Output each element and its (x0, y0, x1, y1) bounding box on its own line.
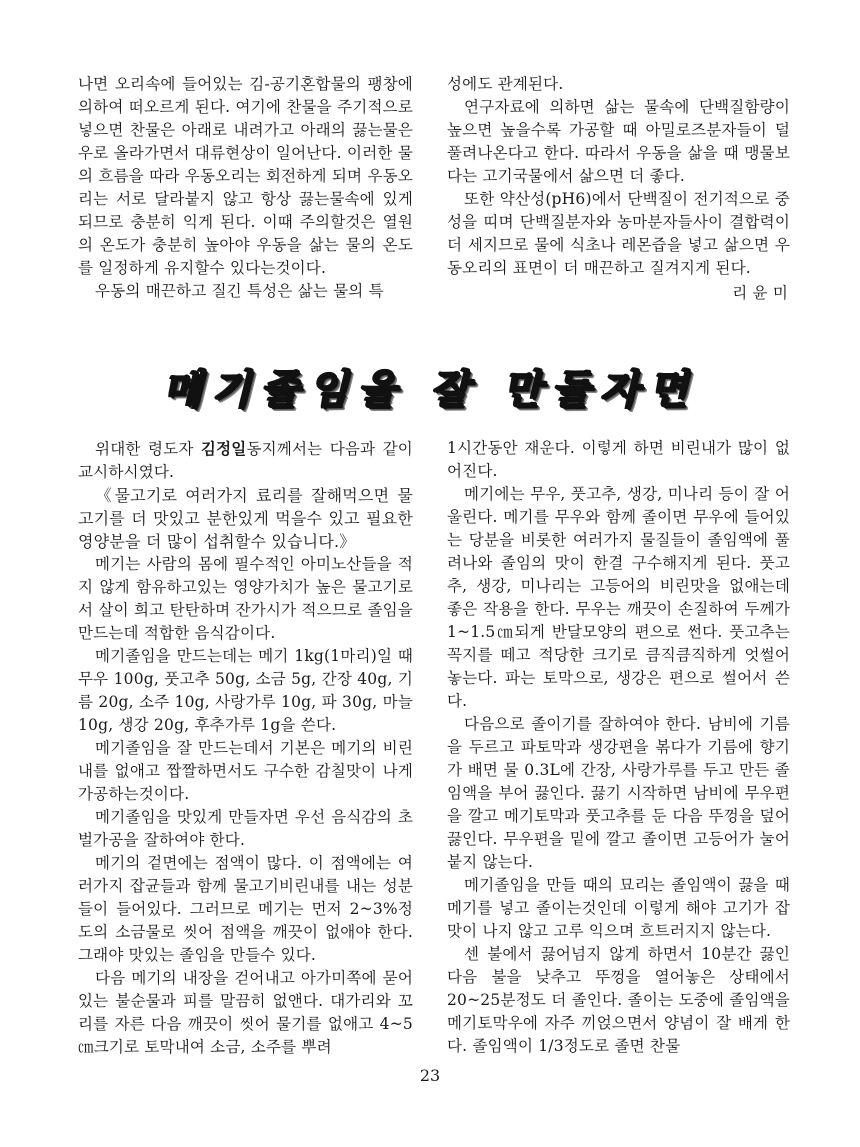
intro-paragraph (78, 437, 413, 484)
paragraph: 메기졸임을 만드는데는 메기 1kg(1마리)일 때 무우 100g, 풋고추 50g, 소금 5g, 간장 40g, 기름 20g, 소주 10g, 사랑가루 10g, 파 30g, 마늘 10g, 생강 20g, 후추가루 1g을 쓴다. (78, 647, 413, 734)
paragraph: 메기는 사람의 몸에 필수적인 아미노산들을 적지 않게 함유하고있는 영양가치가 높은 물고기로서 살이 희고 탄탄하며 잔가시가 적으므로 졸임을 만드는데 적합한 음식감이다. (78, 555, 413, 642)
paragraph: 센 불에서 끓어넘지 않게 하면서 10분간 끓인 다음 불을 낮추고 뚜껑을 열어놓은 상태에서 20~25분정도 더 졸인다. 졸이는 도중에 졸임액을 메기토막우에 자주 끼얹으면서 양념이 잘 배게 한다. 졸임액이 1/3정도로 졸면 찬물 (447, 945, 790, 1055)
paragraph: 1시간동안 재운다. 이렇게 하면 비린내가 많이 없어진다. (447, 439, 790, 480)
intro-text-end: 동지께서는 다음과 같이 교시하시였다. (78, 440, 413, 481)
paragraph: 메기에는 무우, 풋고추, 생강, 미나리 등이 잘 어울린다. 메기를 무우와 함께 졸이면 무우에 들어있는 당분을 비롯한 여러가지 물질들이 졸임액에 풀려나와 졸임의 맛이 한결 구수해지게 된다. 풋고추, 생강, 미나리는 고등어의 비린맛을 없애는데 좋은 작용을 한다. 무우는 깨끗이 손질하여 두께가 1~1.5㎝되게 반달모양의 편으로 썬다. 풋고추는 꼭지를 떼고 적당한 크기로 큼직큼직하게 엇썰어놓는다. 파는 토막으로, 생강은 편으로 썰어서 쓴다. (447, 485, 790, 710)
leader-name: 김정일 (200, 439, 247, 458)
top-left-column (78, 73, 413, 303)
bottom-right-column (447, 437, 790, 1058)
paragraph: 또한 약산성(pH6)에서 단백질이 전기적으로 중성을 띠며 단백질분자와 농마분자들사이 결합력이 더 세지므로 물에 식초나 레몬즙을 넣고 삶으면 우동오리의 표면이 더 매끈하고 질겨지게 된다. (447, 190, 790, 277)
bottom-left-column (78, 437, 413, 1059)
quotation: 《물고기로 여러가지 료리를 잘해먹으면 물고기를 더 맛있고 분한있게 먹을수 있고 필요한 영양분을 더 많이 섭취할수 있습니다.》 (78, 486, 413, 551)
intro-text: 위대한 령도자 (95, 440, 201, 458)
paragraph: 우동의 매끈하고 질긴 특성은 삶는 물의 특 (95, 282, 384, 300)
paragraph: 다음 메기의 내장을 걷어내고 아가미쪽에 묻어있는 불순물과 피를 말끔히 없앤다. 대가리와 꼬리를 자른 다음 깨끗이 씻어 물기를 없애고 4~5㎝크기로 토막내여 소금, 소주를 뿌려 (78, 969, 413, 1056)
article-title: 메기졸임을 잘 만들자면 (162, 367, 698, 413)
paragraph: 메기졸임을 만들 때의 묘리는 졸임액이 끓을 때 메기를 넣고 졸이는것인데 이렇게 해야 고기가 잡맛이 나지 않고 고루 익으며 흐트러지지 않는다. (447, 876, 790, 940)
page-number: 23 (419, 1066, 441, 1085)
paragraph: 성에도 관계된다. (447, 75, 564, 93)
paragraph: 나면 오리속에 들어있는 김-공기혼합물의 팽창에 의하여 떠오르게 된다. 여기에 찬물을 주기적으로 넣으면 찬물은 아래로 내려가고 아래의 끓는물은 우로 올라가면서 대류현상이 일어난다. 이러한 물의 흐름을 따라 우동오리는 회전하게 되며 우동오리는 서로 달라붙지 않고 항상 끓는물속에 있게 되므로 충분히 익게 된다. 이때 주의할것은 열원의 온도가 충분히 높아야 우동을 삶는 물의 온도를 일정하게 유지할수 있다는것이다. (78, 75, 413, 277)
top-right-column (447, 73, 790, 305)
paragraph: 메기의 겉면에는 점액이 많다. 이 점액에는 여러가지 잡균들과 함께 물고기비린내를 내는 성분들이 들어있다. 그러므로 메기는 먼저 2~3%정도의 소금물로 씻어 점액을 깨끗이 없애야 한다. 그래야 맛있는 졸임을 만들수 있다. (78, 854, 413, 964)
author-name: 리 윤 미 (732, 284, 788, 302)
paragraph: 다음으로 졸이기를 잘하여야 한다. 남비에 기름을 두르고 파토막과 생강편을 볶다가 기름에 향기가 배면 물 0.3L에 간장, 사랑가루를 두고 만든 졸임액을 부어 끓인다. 끓기 시작하면 남비에 무우편을 깔고 메기토막과 풋고추를 둔 다음 뚜껑을 덮어 끓인다. 무우편을 밑에 깔고 졸이면 고등어가 눌어붙지 않는다. (447, 715, 790, 871)
paragraph: 메기졸임을 잘 만드는데서 기본은 메기의 비린내를 없애고 짭짤하면서도 구수한 감칠맛이 나게 가공하는것이다. (78, 739, 413, 803)
paragraph: 연구자료에 의하면 삶는 물속에 단백질함량이 높으면 높을수록 가공할 때 아밀로즈분자들이 덜 풀려나온다고 한다. 따라서 우동을 삶을 때 맹물보다는 고기국물에서 삶으면 더 좋다. (447, 98, 790, 185)
paragraph: 메기졸임을 맛있게 만들자면 우선 음식감의 초벌가공을 잘하여야 한다. (78, 808, 413, 849)
